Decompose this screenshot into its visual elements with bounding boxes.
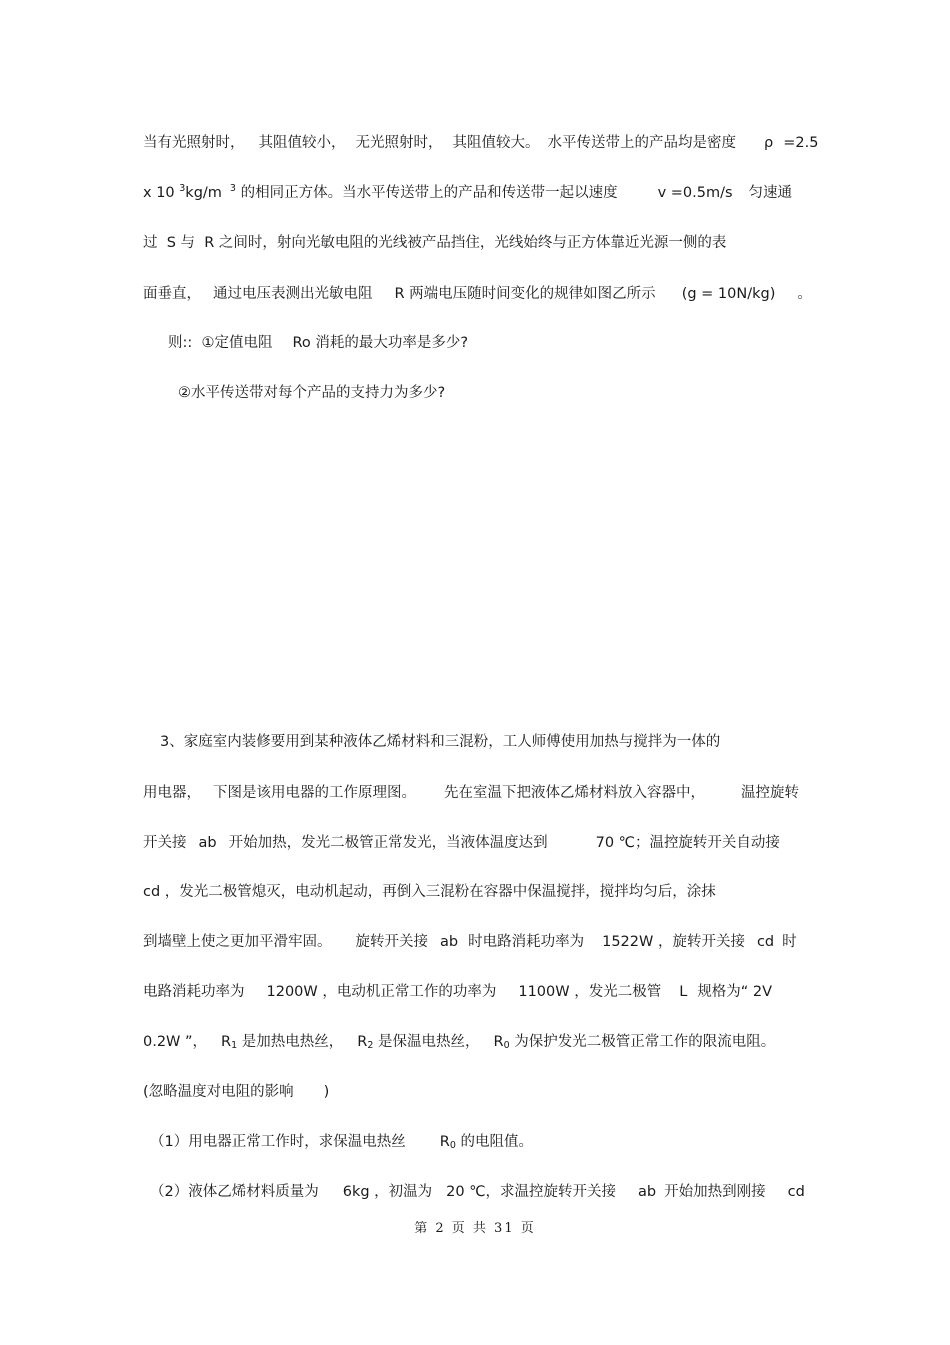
text: (g = 10N/kg): [681, 286, 776, 302]
problem2-line-1: [143, 133, 819, 153]
text: 1200W ，电动机正常工作的功率为: [266, 984, 497, 1000]
problem3-line-7: [143, 1032, 815, 1052]
text: R: [439, 1134, 450, 1150]
text: 旋转开关接: [355, 934, 428, 950]
subscript: 2: [367, 1040, 374, 1051]
text: L: [679, 984, 688, 1000]
text: v =0.5m/s: [657, 185, 733, 201]
text: 开始加热到刚接: [664, 1184, 766, 1200]
text: R: [221, 1034, 232, 1050]
text: 开始加热，发光二极管正常发光，当液体温度达到: [228, 835, 548, 851]
text: kg/m: [185, 185, 222, 201]
text: ab: [638, 1184, 657, 1200]
text: cd: [787, 1184, 805, 1200]
problem3-line-8: [143, 1082, 815, 1102]
text: 开关接: [143, 835, 187, 851]
text: 1522W ，旋转开关接: [602, 934, 745, 950]
text: ②水平传送带对每个产品的支持力为多少?: [178, 385, 446, 401]
text: ρ: [764, 135, 774, 151]
text: (忽略温度对电阻的影响: [143, 1084, 294, 1100]
text: 的相同正方体。当水平传送带上的产品和传送带一起以速度: [235, 185, 618, 201]
text: 是加热电热丝，: [237, 1034, 344, 1050]
superscript: 3: [179, 183, 186, 194]
problem3-line-3: [143, 833, 815, 853]
problem2-question-2: [178, 383, 850, 403]
text: 70 ℃；温控旋转开关自动接: [595, 835, 780, 851]
text: x 10: [143, 185, 180, 201]
text: （1）用电器正常工作时，求保温电热丝: [150, 1134, 406, 1150]
problem2-line-4: [143, 284, 815, 304]
problem3-question-1: [150, 1132, 822, 1152]
superscript: 3: [229, 183, 236, 194]
text: 为保护发光二极管正常工作的限流电阻。: [509, 1034, 776, 1050]
problem2-question-1: [168, 333, 840, 353]
text: 匀速通: [748, 185, 793, 201]
text: cd ，发光二极管熄灭，电动机起动，再倒入三混粉在容器中保温搅拌，搅拌均匀后，涂抹: [143, 884, 716, 900]
text: cd: [756, 934, 775, 950]
text: 1100W ，发光二极管: [518, 984, 662, 1000]
text: R 两端电压随时间变化的规律如图乙所示: [394, 286, 656, 302]
text: 电路消耗功率为: [143, 984, 245, 1000]
text: =2.5: [783, 135, 819, 151]
text: 0.2W ”，: [143, 1034, 208, 1050]
text: R: [357, 1034, 368, 1050]
text: 到墙壁上使之更加平滑牢固。: [143, 934, 332, 950]
problem3-line-2: [143, 783, 815, 803]
problem3-line-5: [143, 932, 815, 952]
problem2-line-2: [143, 183, 815, 203]
subscript: 0: [503, 1040, 510, 1051]
text: 面垂直，: [143, 286, 201, 302]
text: 其阻值较大。: [452, 135, 540, 151]
page-footer: 第 2 页 共 31 页: [414, 1221, 536, 1236]
text: 6kg ，初温为: [342, 1184, 433, 1200]
text: 20 ℃，求温控旋转开关接: [446, 1184, 617, 1200]
text: 水平传送带上的产品均是密度: [547, 135, 736, 151]
text: （2）液体乙烯材料质量为: [150, 1184, 319, 1200]
text: 的电阻值。: [455, 1134, 533, 1150]
text: 下图是该用电器的工作原理图。: [213, 785, 416, 801]
text: R: [493, 1034, 504, 1050]
text: 时电路消耗功率为: [468, 934, 585, 950]
problem2-line-3: [143, 233, 815, 253]
problem3-line-6: [143, 982, 815, 1002]
text: 3、家庭室内装修要用到某种液体乙烯材料和三混粉，工人师傅使用加热与搅拌为一体的: [160, 734, 721, 750]
subscript: 0: [449, 1140, 456, 1151]
text: ): [323, 1084, 330, 1100]
text: 时: [782, 934, 797, 950]
problem3-question-2: [150, 1182, 815, 1202]
text: 用电器，: [143, 785, 201, 801]
text: 则:: ①定值电阻: [168, 335, 273, 351]
text: ab: [440, 934, 459, 950]
text: 先在室温下把液体乙烯材料放入容器中，: [444, 785, 705, 801]
text: 当有光照射时，: [143, 135, 245, 151]
text: 温控旋转: [741, 785, 799, 801]
problem3-line-1: [160, 732, 832, 752]
text: 通过电压表测出光敏电阻: [213, 286, 373, 302]
text: Ro 消耗的最大功率是多少?: [292, 335, 469, 351]
text: 。: [797, 286, 812, 302]
text: 其阻值较小，: [258, 135, 346, 151]
text: 过 S 与 R 之间时，射向光敏电阻的光线被产品挡住，光线始终与正方体靠近光源一侧的表: [143, 235, 727, 251]
text: 规格为“ 2V: [697, 984, 773, 1000]
problem3-line-4: [143, 882, 815, 902]
text: ab: [198, 835, 217, 851]
subscript: 1: [231, 1040, 238, 1051]
text: 是保温电热丝，: [373, 1034, 480, 1050]
text: 无光照射时，: [355, 135, 443, 151]
